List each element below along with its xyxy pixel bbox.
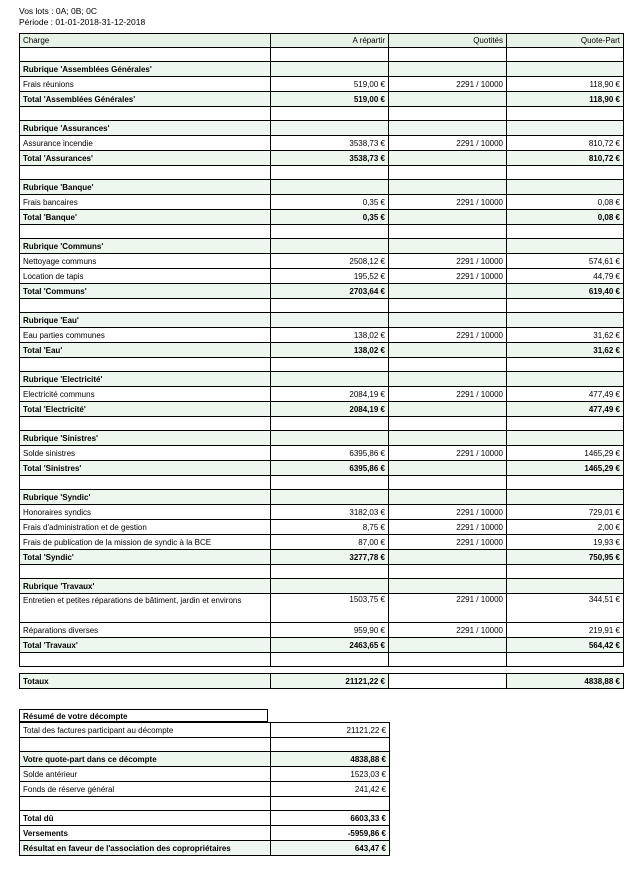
empty-cell — [271, 667, 389, 674]
empty-cell — [389, 313, 507, 328]
spacer-row — [20, 107, 624, 121]
empty-cell — [271, 180, 389, 195]
rubrique-title-row — [20, 121, 624, 136]
empty-cell — [389, 239, 507, 254]
resume-label: Solde antérieur — [20, 767, 271, 782]
empty-cell — [271, 107, 389, 121]
rubrique-total-row — [20, 151, 624, 166]
empty-cell — [389, 417, 507, 431]
empty-cell — [389, 667, 507, 674]
empty-cell — [20, 107, 271, 121]
charge-a-repartir: 0,35 € — [271, 195, 389, 210]
charge-row — [20, 136, 624, 151]
empty-cell — [271, 313, 389, 328]
total-quote-part: 750,95 € — [507, 550, 624, 565]
charge-row — [20, 594, 624, 623]
empty-cell — [389, 48, 507, 62]
charge-quotite: 2291 / 10000 — [389, 594, 507, 623]
empty-cell — [271, 565, 389, 579]
empty-cell — [389, 225, 507, 239]
charge-label: Location de tapis — [20, 269, 271, 284]
empty-cell — [271, 239, 389, 254]
empty-cell — [507, 565, 624, 579]
resume-label: Votre quote-part dans ce décompte — [20, 752, 271, 767]
col-charge: Charge — [20, 34, 271, 48]
rubrique-title: Rubrique 'Assurances' — [20, 121, 271, 136]
empty-cell — [389, 431, 507, 446]
resume-row-total-factures — [20, 723, 390, 738]
empty-cell — [389, 490, 507, 505]
empty-cell — [507, 653, 624, 667]
charge-quote-part: 219,91 € — [507, 623, 624, 638]
charge-label: Electricité communs — [20, 387, 271, 402]
total-a-repartir: 2084,19 € — [271, 402, 389, 417]
rubrique-total-row — [20, 284, 624, 299]
charge-quotite: 2291 / 10000 — [389, 269, 507, 284]
charge-label: Assurance incendie — [20, 136, 271, 151]
rubrique-total-row — [20, 92, 624, 107]
total-quote-part: 619,40 € — [507, 284, 624, 299]
charge-quote-part: 2,00 € — [507, 520, 624, 535]
empty-cell — [389, 674, 507, 689]
total-a-repartir: 3277,78 € — [271, 550, 389, 565]
charge-row — [20, 535, 624, 550]
rubrique-total-row — [20, 550, 624, 565]
charge-label: Frais bancaires — [20, 195, 271, 210]
empty-cell — [389, 166, 507, 180]
total-label: Total 'Communs' — [20, 284, 271, 299]
empty-cell — [271, 417, 389, 431]
charge-quotite: 2291 / 10000 — [389, 623, 507, 638]
empty-cell — [271, 225, 389, 239]
totaux-row — [20, 674, 624, 689]
charges-table — [19, 33, 624, 689]
empty-cell — [20, 48, 271, 62]
charge-quotite: 2291 / 10000 — [389, 328, 507, 343]
empty-cell — [507, 476, 624, 490]
charge-label: Solde sinistres — [20, 446, 271, 461]
total-label: Total 'Electricité' — [20, 402, 271, 417]
rubrique-title: Rubrique 'Eau' — [20, 313, 271, 328]
empty-cell — [271, 372, 389, 387]
rubrique-title-row — [20, 579, 624, 594]
charge-row — [20, 269, 624, 284]
resume-spacer — [20, 738, 390, 752]
col-quote-part: Quote-Part — [507, 34, 624, 48]
total-quote-part: 477,49 € — [507, 402, 624, 417]
charge-quote-part: 729,01 € — [507, 505, 624, 520]
empty-cell — [507, 48, 624, 62]
charge-label: Eau parties communes — [20, 328, 271, 343]
charge-row — [20, 254, 624, 269]
charge-quote-part: 574,61 € — [507, 254, 624, 269]
empty-cell — [507, 180, 624, 195]
totaux-label: Totaux — [20, 674, 271, 689]
resume-row-solde — [20, 767, 390, 782]
resume-row-quote-part — [20, 752, 390, 767]
total-label: Total 'Assurances' — [20, 151, 271, 166]
empty-cell — [507, 667, 624, 674]
total-label: Total 'Eau' — [20, 343, 271, 358]
empty-cell — [389, 121, 507, 136]
charge-a-repartir: 8,75 € — [271, 520, 389, 535]
spacer-row — [20, 299, 624, 313]
resume-value: 6603,33 € — [271, 811, 390, 826]
resume-label: Résultat en faveur de l'association des copropriétaires — [20, 841, 271, 856]
empty-cell — [271, 653, 389, 667]
charge-label: Frais de publication de la mission de syndic à la BCE — [20, 535, 271, 550]
charge-quote-part: 344,51 € — [507, 594, 624, 623]
charge-row — [20, 195, 624, 210]
charge-quote-part: 31,62 € — [507, 328, 624, 343]
charge-quotite: 2291 / 10000 — [389, 505, 507, 520]
charge-label: Frais réunions — [20, 77, 271, 92]
empty-cell — [20, 299, 271, 313]
empty-cell — [271, 490, 389, 505]
charge-a-repartir: 87,00 € — [271, 535, 389, 550]
charge-quotite: 2291 / 10000 — [389, 254, 507, 269]
empty-cell — [20, 653, 271, 667]
col-a-repartir: A répartir — [271, 34, 389, 48]
empty-cell — [389, 180, 507, 195]
rubrique-title: Rubrique 'Electricité' — [20, 372, 271, 387]
resume-value: 1523,03 € — [271, 767, 390, 782]
empty-cell — [507, 313, 624, 328]
charge-quotite: 2291 / 10000 — [389, 387, 507, 402]
empty-cell — [271, 579, 389, 594]
empty-cell — [20, 358, 271, 372]
rubrique-total-row — [20, 402, 624, 417]
resume-row-fonds — [20, 782, 390, 797]
total-quote-part: 31,62 € — [507, 343, 624, 358]
empty-cell — [507, 62, 624, 77]
rubrique-total-row — [20, 343, 624, 358]
charge-quotite: 2291 / 10000 — [389, 446, 507, 461]
charge-quotite: 2291 / 10000 — [389, 520, 507, 535]
empty-cell — [389, 579, 507, 594]
empty-cell — [507, 225, 624, 239]
total-a-repartir: 0,35 € — [271, 210, 389, 225]
charge-a-repartir: 959,90 € — [271, 623, 389, 638]
charge-a-repartir: 6395,86 € — [271, 446, 389, 461]
empty-cell — [507, 579, 624, 594]
empty-cell — [271, 48, 389, 62]
charge-a-repartir: 3182,03 € — [271, 505, 389, 520]
rubrique-title: Rubrique 'Sinistres' — [20, 431, 271, 446]
empty-cell — [271, 431, 389, 446]
total-label: Total 'Banque' — [20, 210, 271, 225]
resume-spacer — [20, 797, 390, 811]
rubrique-title-row — [20, 372, 624, 387]
empty-cell — [389, 284, 507, 299]
charge-label: Honoraires syndics — [20, 505, 271, 520]
rubrique-total-row — [20, 210, 624, 225]
charge-row — [20, 446, 624, 461]
empty-cell — [507, 417, 624, 431]
charge-quotite: 2291 / 10000 — [389, 535, 507, 550]
empty-cell — [20, 166, 271, 180]
total-quote-part: 564,42 € — [507, 638, 624, 653]
resume-label: Total dû — [20, 811, 271, 826]
totaux-a-repartir: 21121,22 € — [271, 674, 389, 689]
total-label: Total 'Sinistres' — [20, 461, 271, 476]
empty-cell — [271, 62, 389, 77]
resume-value: 643,47 € — [271, 841, 390, 856]
total-a-repartir: 138,02 € — [271, 343, 389, 358]
rubrique-title-row — [20, 180, 624, 195]
charge-row — [20, 623, 624, 638]
empty-cell — [507, 299, 624, 313]
empty-cell — [507, 372, 624, 387]
spacer-row — [20, 166, 624, 180]
resume-row-total-du — [20, 811, 390, 826]
empty-cell — [271, 476, 389, 490]
empty-cell — [389, 299, 507, 313]
empty-cell — [507, 121, 624, 136]
resume-value: 4838,88 € — [271, 752, 390, 767]
charge-row — [20, 387, 624, 402]
empty-cell — [389, 151, 507, 166]
empty-cell — [20, 417, 271, 431]
empty-cell — [271, 166, 389, 180]
spacer-row — [20, 565, 624, 579]
rubrique-title-row — [20, 62, 624, 77]
charge-row — [20, 520, 624, 535]
totaux-quote-part: 4838,88 € — [507, 674, 624, 689]
charge-row — [20, 77, 624, 92]
rubrique-total-row — [20, 461, 624, 476]
charge-row — [20, 505, 624, 520]
empty-cell — [389, 62, 507, 77]
empty-cell — [389, 476, 507, 490]
total-a-repartir: 3538,73 € — [271, 151, 389, 166]
empty-cell — [389, 461, 507, 476]
total-a-repartir: 2463,65 € — [271, 638, 389, 653]
rubrique-title-row — [20, 239, 624, 254]
empty-cell — [389, 210, 507, 225]
empty-cell — [389, 92, 507, 107]
empty-cell — [271, 299, 389, 313]
charge-quotite: 2291 / 10000 — [389, 77, 507, 92]
empty-cell — [507, 431, 624, 446]
empty-cell — [20, 225, 271, 239]
empty-cell — [507, 107, 624, 121]
resume-row-resultat — [20, 841, 390, 856]
empty-cell — [389, 107, 507, 121]
empty-cell — [20, 565, 271, 579]
rubrique-title: Rubrique 'Banque' — [20, 180, 271, 195]
charge-a-repartir: 2084,19 € — [271, 387, 389, 402]
resume-title: Résumé de votre décompte — [19, 709, 268, 722]
rubrique-title: Rubrique 'Travaux' — [20, 579, 271, 594]
empty-cell — [389, 653, 507, 667]
empty-cell — [507, 358, 624, 372]
charge-a-repartir: 138,02 € — [271, 328, 389, 343]
charge-quotite: 2291 / 10000 — [389, 136, 507, 151]
charge-quote-part: 810,72 € — [507, 136, 624, 151]
resume-value: 241,42 € — [271, 782, 390, 797]
total-label: Total 'Syndic' — [20, 550, 271, 565]
spacer-row — [20, 653, 624, 667]
empty-cell — [389, 550, 507, 565]
spacer-row — [20, 476, 624, 490]
resume-label: Total des factures participant au décompte — [20, 723, 271, 738]
total-a-repartir: 6395,86 € — [271, 461, 389, 476]
charge-a-repartir: 2508,12 € — [271, 254, 389, 269]
empty-cell — [271, 358, 389, 372]
empty-cell — [20, 667, 271, 674]
total-label: Total 'Travaux' — [20, 638, 271, 653]
total-quote-part: 118,90 € — [507, 92, 624, 107]
charge-quote-part: 19,93 € — [507, 535, 624, 550]
spacer-row — [20, 417, 624, 431]
total-quote-part: 0,08 € — [507, 210, 624, 225]
gap-row — [20, 667, 624, 674]
empty-cell — [507, 490, 624, 505]
periode-line: Période : 01-01-2018-31-12-2018 — [19, 17, 146, 27]
charge-a-repartir: 195,52 € — [271, 269, 389, 284]
empty-cell — [507, 166, 624, 180]
charge-quotite: 2291 / 10000 — [389, 195, 507, 210]
empty-cell — [389, 638, 507, 653]
charge-label: Nettoyage communs — [20, 254, 271, 269]
total-a-repartir: 519,00 € — [271, 92, 389, 107]
charge-quote-part: 1465,29 € — [507, 446, 624, 461]
resume-value: 21121,22 € — [271, 723, 390, 738]
resume-label: Fonds de réserve général — [20, 782, 271, 797]
empty-cell — [507, 239, 624, 254]
resume-value: -5959,86 € — [271, 826, 390, 841]
column-header-row — [20, 34, 624, 48]
rubrique-title-row — [20, 490, 624, 505]
resume-row-versements — [20, 826, 390, 841]
empty-cell — [389, 565, 507, 579]
total-quote-part: 810,72 € — [507, 151, 624, 166]
spacer-row — [20, 358, 624, 372]
charge-a-repartir: 1503,75 € — [271, 594, 389, 623]
resume-table — [19, 722, 390, 856]
rubrique-title-row — [20, 431, 624, 446]
empty-cell — [389, 402, 507, 417]
empty-cell — [389, 343, 507, 358]
charge-quote-part: 44,79 € — [507, 269, 624, 284]
charge-a-repartir: 3538,73 € — [271, 136, 389, 151]
col-quotites: Quotités — [389, 34, 507, 48]
spacer-row — [20, 225, 624, 239]
charge-quote-part: 0,08 € — [507, 195, 624, 210]
spacer-row — [20, 48, 624, 62]
empty-cell — [271, 121, 389, 136]
charge-quote-part: 118,90 € — [507, 77, 624, 92]
charge-label: Frais d'administration et de gestion — [20, 520, 271, 535]
empty-cell — [389, 358, 507, 372]
rubrique-title: Rubrique 'Syndic' — [20, 490, 271, 505]
resume-label: Versements — [20, 826, 271, 841]
charge-a-repartir: 519,00 € — [271, 77, 389, 92]
total-quote-part: 1465,29 € — [507, 461, 624, 476]
charge-row — [20, 328, 624, 343]
lots-line: Vos lots : 0A; 0B; 0C — [19, 6, 97, 16]
charge-label: Réparations diverses — [20, 623, 271, 638]
rubrique-title-row — [20, 313, 624, 328]
charge-quote-part: 477,49 € — [507, 387, 624, 402]
charge-label: Entretien et petites réparations de bâtiment, jardin et environs — [20, 594, 271, 623]
total-a-repartir: 2703,64 € — [271, 284, 389, 299]
empty-cell — [20, 476, 271, 490]
rubrique-total-row — [20, 638, 624, 653]
empty-cell — [389, 372, 507, 387]
rubrique-title: Rubrique 'Assemblées Générales' — [20, 62, 271, 77]
total-label: Total 'Assemblées Générales' — [20, 92, 271, 107]
rubrique-title: Rubrique 'Communs' — [20, 239, 271, 254]
